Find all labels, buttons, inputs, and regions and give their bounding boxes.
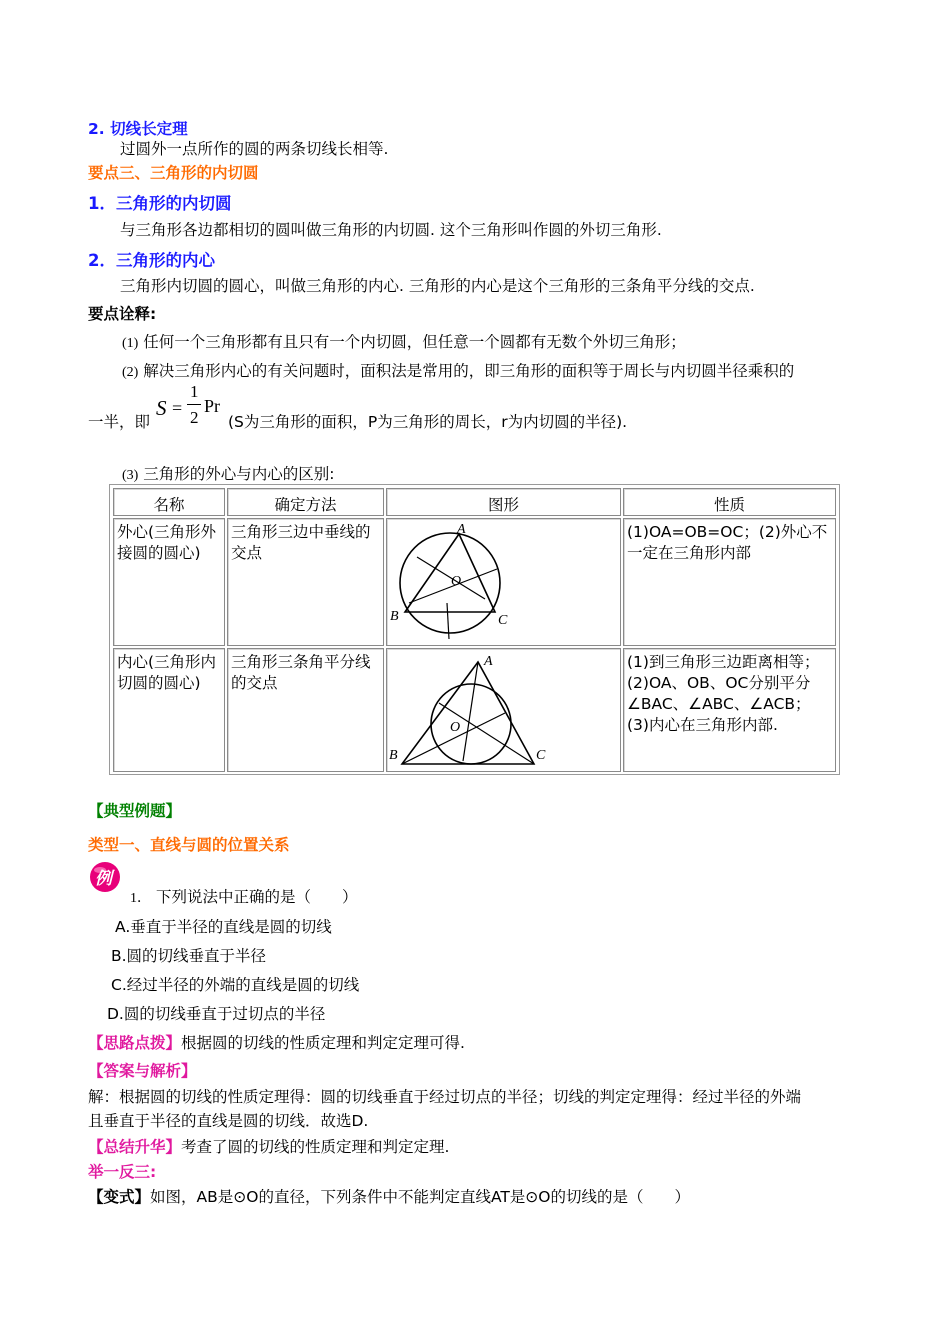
note-2 [122, 359, 794, 381]
incenter-figure [387, 649, 620, 771]
row2-method-cell [227, 648, 384, 772]
note-3-text: 三角形的外心与内心的区别: [143, 465, 335, 483]
option-b: B.圆的切线垂直于半径 [111, 947, 267, 965]
answer-line-1: 解：根据圆的切线的性质定理得：圆的切线垂直于经过切点的半径；切线的判定定理得：经过半径的外端 [88, 1088, 802, 1106]
summary [88, 1135, 449, 1157]
hint [88, 1031, 465, 1053]
row2-figure-cell [386, 648, 621, 772]
label-c: C [536, 748, 546, 763]
row1-name-cell [113, 518, 225, 646]
note-1-text: 任何一个三角形都有且只有一个内切圆，但任意一个圆都有无数个外切三角形； [143, 333, 686, 351]
row1-method: 三角形三边中垂线的交点 [231, 523, 371, 562]
header-method-label: 确定方法 [274, 496, 337, 514]
header-method [227, 488, 384, 516]
header-name-label: 名称 [153, 496, 185, 514]
formula-numerator: 1 [190, 382, 199, 401]
header-name [113, 488, 225, 516]
formula-pr: Pr [204, 396, 221, 416]
formula-explanation: (S为三角形的面积，P为三角形的周长，r为内切圆的半径). [228, 413, 628, 431]
option-a: A.垂直于半径的直线是圆的切线 [115, 918, 332, 936]
formula-denominator: 2 [190, 408, 199, 427]
row1-figure-cell [386, 518, 621, 646]
point3-title: 要点三、三角形的内切圆 [88, 164, 259, 182]
summary-label: 【总结升华】 [88, 1138, 182, 1156]
examples-title: 【典型例题】 [88, 802, 182, 820]
row1-name: 外心(三角形外接圆的圆心) [117, 523, 217, 562]
note-1 [122, 330, 686, 352]
question-1-text: 下列说法中正确的是（ ） [155, 888, 358, 906]
incircle-body: 与三角形各边都相切的圆叫做三角形的内切圆. 这个三角形叫作圆的外切三角形. [120, 221, 662, 239]
header-property [623, 488, 836, 516]
header-figure-label: 图形 [487, 496, 519, 514]
question-1-number: 1． [130, 891, 151, 906]
row2-property-cell [623, 648, 836, 772]
notes-title: 要点诠释: [88, 305, 157, 323]
formula-equals: = [172, 398, 183, 418]
variant-label: 【变式】 [88, 1188, 151, 1206]
incenter-title: 2．三角形的内心 [88, 251, 215, 270]
label-o: O [451, 574, 462, 589]
angle-bisector-a [463, 662, 478, 761]
variant [88, 1185, 690, 1207]
row2-name-cell [113, 648, 225, 772]
row2-name: 内心(三角形内切圆的圆心) [117, 653, 217, 692]
section2-body: 过圆外一点所作的圆的两条切线长相等. [120, 140, 389, 158]
header-figure [386, 488, 621, 516]
summary-text: 考查了圆的切线的性质定理和判定定理. [181, 1138, 450, 1156]
option-c: C.经过半径的外端的直线是圆的切线 [111, 976, 360, 994]
label-b: B [389, 748, 398, 763]
variant-text: 如图，AB是⊙O的直径，下列条件中不能判定直线AT是⊙O的切线的是（ ） [150, 1188, 690, 1206]
note-1-number: (1) [122, 336, 139, 351]
incircle-title: 1．三角形的内切圆 [88, 194, 232, 213]
note-3 [122, 462, 335, 484]
option-d: D.圆的切线垂直于过切点的半径 [107, 1005, 326, 1023]
note-2-continued: 一半，即 [88, 413, 151, 431]
section2-title: 2. 切线长定理 [88, 120, 188, 138]
circum-triangle [405, 534, 495, 612]
incircle-triangle [402, 662, 534, 764]
row1-property-cell [623, 518, 836, 646]
label-a: A [457, 522, 466, 537]
row2-property: (1)到三角形三边距离相等；(2)OA、OB、OC分别平分∠BAC、∠ABC、∠ACB；(3)内心在三角形内部. [627, 653, 820, 734]
note-3-number: (3) [122, 468, 139, 483]
row1-property: (1)OA=OB=OC；(2)外心不一定在三角形内部 [627, 523, 828, 562]
comparison-table [109, 484, 840, 775]
example-badge-label: 例 [95, 869, 112, 889]
row1-method-cell [227, 518, 384, 646]
note-2-number: (2) [122, 365, 139, 380]
incenter-body: 三角形内切圆的圆心，叫做三角形的内心. 三角形的内心是这个三角形的三条角平分线的交点. [120, 277, 755, 295]
label-o: O [450, 720, 461, 735]
formula-s: S [156, 396, 167, 420]
hint-text: 根据圆的切线的性质定理和判定定理可得. [181, 1034, 465, 1052]
example-badge [88, 858, 124, 894]
answer-label: 【答案与解析】 [88, 1062, 197, 1080]
label-a: A [484, 654, 493, 669]
label-b: B [390, 609, 399, 624]
label-c: C [498, 613, 508, 628]
answer-line-2: 且垂直于半径的直线是圆的切线．故选D. [88, 1112, 369, 1130]
formula-fraction-bar [187, 404, 201, 405]
type1-title: 类型一、直线与圆的位置关系 [88, 836, 290, 854]
question-1 [130, 885, 357, 907]
row2-method: 三角形三条角平分线的交点 [231, 653, 371, 692]
circumcenter-figure [387, 519, 620, 645]
header-property-label: 性质 [713, 496, 745, 514]
hint-label: 【思路点拨】 [88, 1034, 182, 1052]
note-2-text: 解决三角形内心的有关问题时，面积法是常用的，即三角形的面积等于周长与内切圆半径乘积的 [143, 362, 795, 380]
extend-label: 举一反三: [88, 1163, 157, 1181]
